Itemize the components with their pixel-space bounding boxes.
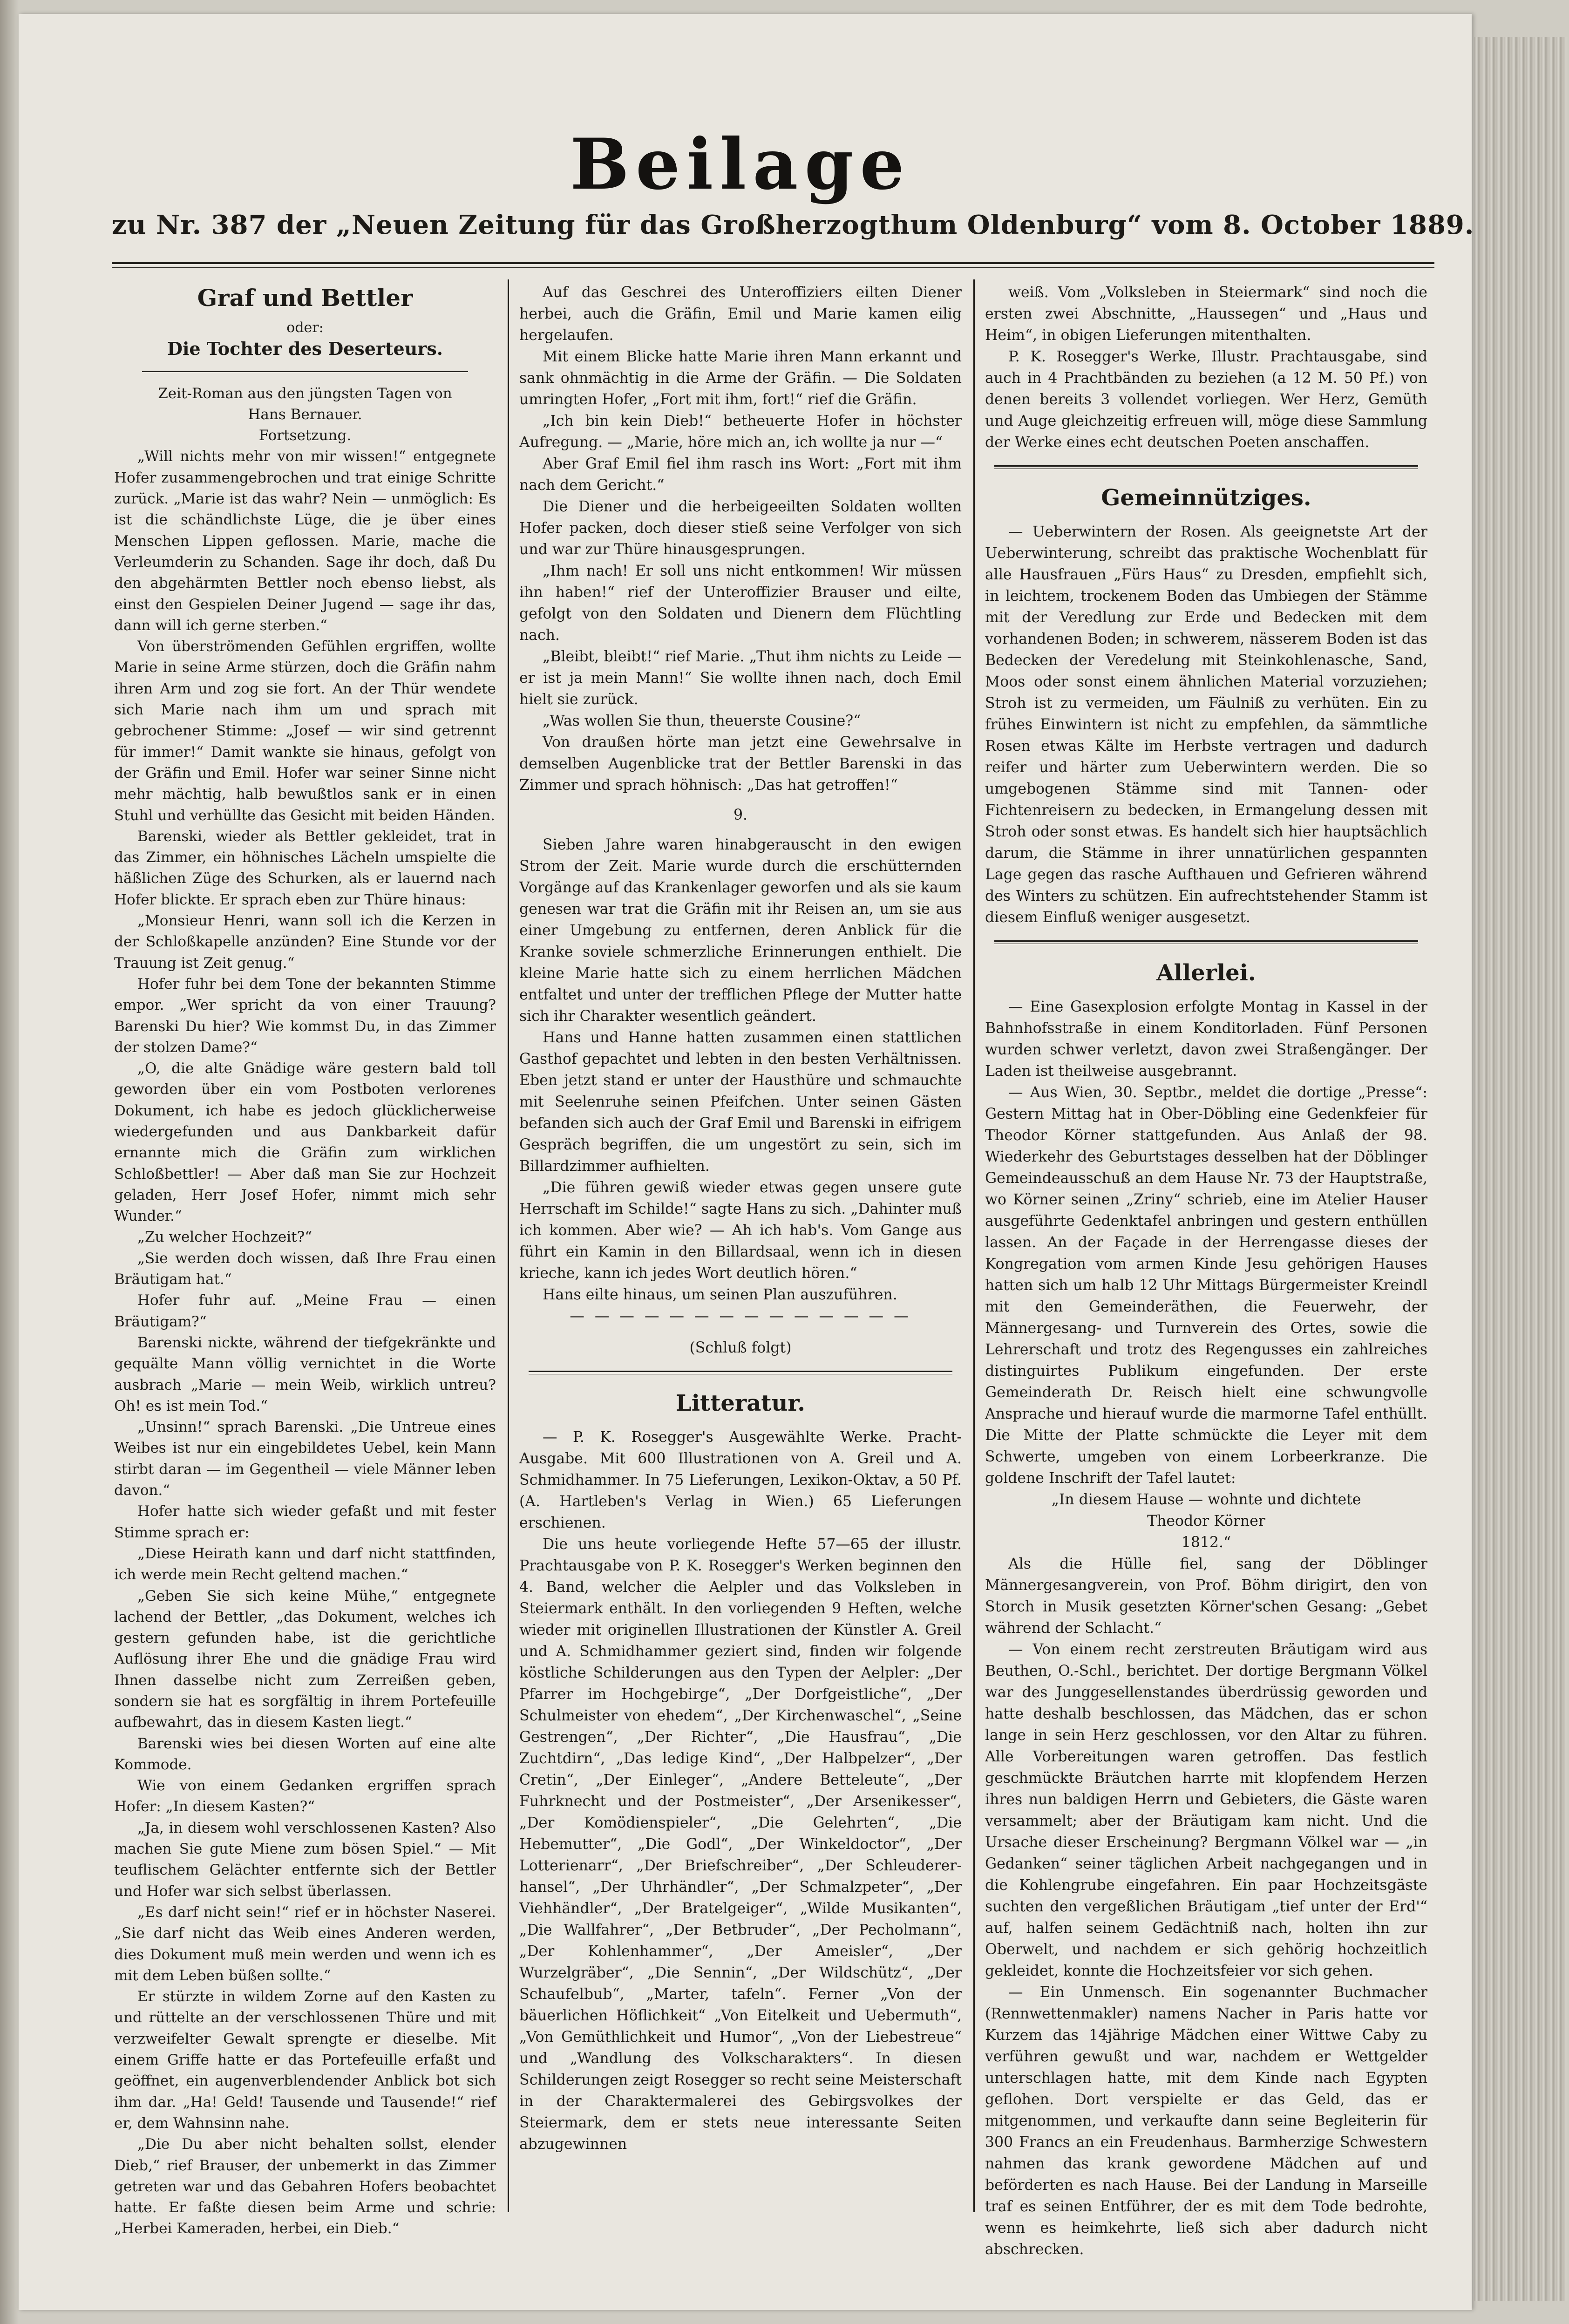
paragraph: 1812.“ [1181,1534,1231,1551]
book-page-edges [1474,37,1567,2301]
story-paragraphs-1 [114,446,496,2239]
paragraph: Als die Hülle fiel, sang der Döblinger Männergesangverein, von Prof. Böhm dirigirt, den von Storch in Musik gesetzten Körner'schen Gesang: „Gebet während der Schlacht.“ [985,1556,1427,1637]
section-divider [994,465,1418,469]
allerlei-paragraphs [985,996,1427,2260]
paragraph: Aber Graf Emil fiel ihm rasch ins Wort: „Fort mit ihm nach dem Gericht.“ [519,455,962,494]
story-paragraphs-2b [519,834,962,1305]
paragraph: Theodor Körner [1147,1513,1265,1529]
section-divider [529,1371,952,1374]
paragraph: „Die führen gewiß wieder etwas gegen unsere gute Herrschaft im Schilde!“ sagte Hans zu sich. „Dahinter muß ich kommen. Aber wie? — Ah ich hab's. Vom Gange aus führt ein Kamin in den Billardsaal, wenn ich in diesen krieche, kann ich jedes Wort deutlich hören.“ [519,1179,962,1282]
paragraph: — Ueberwintern der Rosen. Als geeignetste Art der Ueberwinterung, schreibt das praktische Wochenblatt für alle Hausfrauen „Fürs Haus“ zu Dresden, empfiehlt sich, in leichtem, trockenem Boden das Umbiegen der Stämme mit der Veredlung zur Erde und Bedecken mit dem vorhandenen Boden; in schwerem, nässerem Boden ist das Bedecken der Veredelung mit Steinkohlenasche, Sand, Moos oder sonst einem ähnlichen Material vorzuziehen; Stroh ist zu vermeiden, um Fäulniß zu verhüten. Ein zu frühes Einwintern ist nicht zu empfehlen, da sämmtliche Rosen etwas Kälte im Herbste vertragen und dadurch reifer und härter zum Ueberwintern werden. Die so umgebogenen Stämme sind mit Tannen- oder Fichtenreisern zu bedecken, in Ermangelung dessen mit Stroh oder sonst etwas. Es handelt sich hier hauptsächlich darum, die Stämme in ihrer unnatürlichen gespannten Lage gegen das rasche Aufthauen und Gefrieren während des Winters zu schützen. Ein aufrechtstehender Stamm ist diesem Einfluß weniger ausgesetzt. [985,523,1427,926]
column-divider-1 [508,279,509,2212]
paragraph: — Aus Wien, 30. Septbr., meldet die dortige „Presse“: Gestern Mittag hat in Ober-Döbling eine Gedenkfeier für Theodor Körner stattgefunden. Aus Anlaß der 98. Wiederkehr des Geburtstages desselben hat der Döblinger Gemeindeausschuß an dem Hause Nr. 73 der Hauptstraße, wo Körner seinen „Zriny“ schrieb, eine im Atelier Hauser ausgeführte Gedenktafel anbringen und gestern enthüllen lassen. An der Façade in der Herrengasse dieses der Kongregation vom armen Kinde Jesu gehörigen Hauses hatten sich um halb 12 Uhr Mittags Bürgermeister Kreindl mit den Gemeinderäthen, die Feuerwehr, der Männergesang- und Turnverein des Ortes, sowie die Lehrerschaft und trotz des Regengusses ein zahlreiches distinguirtes Publikum eingefunden. Der erste Gemeinderath Dr. Reisch hielt eine schwungvolle Ansprache und hierauf wurde die marmorne Tafel enthüllt. Die Mitte der Platte schmückte die Leyer mit dem Schwerte, umgeben von einem Lorbeerkranze. Die goldene Inschrift der Tafel lautet: [985,1084,1427,1487]
section-title-gemeinnuetziges: Gemeinnütziges. [1101,485,1311,511]
paragraph: Barenski nickte, während der tiefgekränkte und gequälte Mann völlig vernichtet in die Worte ausbrach „Marie — mein Weib, wirklich untreu? Oh! es ist mein Tod.“ [114,1334,496,1414]
header-rule-thick [112,262,1434,264]
paragraph: Auf das Geschrei des Unteroffiziers eilten Diener herbei, auch die Gräfin, Emil und Marie kamen eilig hergelaufen. [519,284,962,344]
book-binding [0,0,19,2324]
paragraph: „Diese Heirath kann und darf nicht stattfinden, ich werde mein Recht geltend machen.“ [114,1545,496,1583]
paragraph: „Es darf nicht sein!“ rief er in höchster Naserei. „Sie darf nicht das Weib eines Anderen werden, dies Dokument muß mein werden und wenn ich es mit dem Leben büßen sollte.“ [114,1903,496,1984]
paragraph: „Geben Sie sich keine Mühe,“ entgegnete lachend der Bettler, „das Dokument, welches ich gestern gefunden habe, ist die gerichtliche Auflösung ihrer Ehe und die gnädige Frau wird Ihnen dasselbe nicht zum Zerreißen geben, sondern sie hat es sorgfältig in ihrem Portefeuille aufbewahrt, das in diesem Kasten liegt.“ [114,1587,496,1731]
paragraph: „Monsieur Henri, wann soll ich die Kerzen in der Schloßkapelle anzünden? Eine Stunde vor der Trauung ist Zeit genug.“ [114,912,496,972]
story-subtitle: Die Tochter des Deserteurs. [167,338,443,360]
paragraph: Er stürzte in wildem Zorne auf den Kasten zu und rüttelte an der verschlossenen Thüre und mit verzweifelter Gewalt sprengte er dieselbe. Mit einem Griffe hatte er das Portefeuille erfaßt und geöffnet, ein augenverblendender Anblick bot sich ihm dar. „Ha! Geld! Tausende und Tausende!“ rief er, dem Wahnsinn nahe. [114,1988,496,2132]
paragraph: „Die Du aber nicht behalten sollst, elender Dieb,“ rief Brauser, der unbemerkt in das Zimmer getreten war und das Gebahren Hofers beobachtet hatte. Er faßte diesen beim Arme und schrie: „Herbei Kameraden, herbei, ein Dieb.“ [114,2136,496,2237]
paragraph: Mit einem Blicke hatte Marie ihren Mann erkannt und sank ohnmächtig in die Arme der Gräfin. — Die Soldaten umringten Hofer, „Fort mit ihm, fort!“ rief die Gräfin. [519,348,962,408]
paragraph: — Ein Unmensch. Ein sogenannter Buchmacher (Rennwettenmakler) namens Nacher in Paris hatte vor Kurzem das 14jährige Mädchen einer Wittwe Caby zu verführen gewußt und war, nachdem er Wettgelder unterschlagen hatte, mit dem Kinde nach Egypten geflohen. Dort verspielte er das Geld, das er mitgenommen, und verkaufte dann seine Begleiterin für 300 Francs an ein Freudenhaus. Barmherzige Schwestern nahmen das krank gewordene Mädchen auf und beförderten es nach Hause. Bei der Landung in Marseille traf es seinen Entführer, der es mit dem Tode bedrohte, wenn es heimkehrte, ließ sich aber dadurch nicht abschrecken. [985,1984,1427,2258]
chapter-number: 9. [733,807,748,823]
paragraph: „Was wollen Sie thun, theuerste Cousine?“ [543,713,861,729]
paragraph: — Von einem recht zerstreuten Bräutigam wird aus Beuthen, O.-Schl., berichtet. Der dortige Bergmann Völkel war des Junggesellenstandes überdrüssig geworden und hatte deshalb beschlossen, das Mädchen, das er schon lange in sein Herz geschlossen, vor den Altar zu führen. Alle Vorbereitungen waren getroffen. Das festlich geschmückte Bräutchen harrte mit klopfendem Herzen ihres nun baldigen Herrn und Gebieters, die Gäste waren versammelt; aber der Bräutigam kam nicht. Und die Ursache dieser Erscheinung? Bergmann Völkel war — „in Gedanken“ seiner täglichen Arbeit nachgegangen und in die Kohlengrube eingefahren. Ein paar Hochzeitsgäste suchten den vergeßlichen Bräutigam „tief unter der Erd'“ auf, halfen seinem Gedächtniß nach, holten ihn zur Oberwelt, und nachdem er sich gehörig hochzeitlich gekleidet, konnte die Hochzeitsfeier vor sich gehen. [985,1641,1427,1979]
to-be-continued-note: (Schluß folgt) [689,1339,792,1356]
paragraph: Hans eilte hinaus, um seinen Plan auszuführen. [543,1286,897,1303]
section-title-litteratur: Litteratur. [676,1390,805,1416]
paragraph: Von draußen hörte man jetzt eine Gewehrsalve in demselben Augenblicke trat der Bettler Barenski in das Zimmer und sprach höhnisch: „Das hat getroffen!“ [519,734,962,794]
section-title-allerlei: Allerlei. [1156,960,1256,986]
paragraph: „Ja, in diesem wohl verschlossenen Kasten? Also machen Sie gute Miene zum bösen Spiel.“ — Mit teuflischem Gelächter entfernte sich der Bettler und Hofer war sich selbst überlassen. [114,1819,496,1900]
paragraph: „Ich bin kein Dieb!“ betheuerte Hofer in höchster Aufregung. — „Marie, höre mich an, ich wollte ja nur —“ [519,413,962,451]
section-divider [994,940,1418,944]
title-divider [142,371,468,372]
paragraph: „Unsinn!“ sprach Barenski. „Die Untreue eines Weibes ist nur ein eingebildetes Uebel, kein Mann stirbt daran — im Gegentheil — viele Männer leben davon.“ [114,1419,496,1499]
paragraph: „Zu welcher Hochzeit?“ [137,1229,312,1246]
paragraph: „In diesem Hause — wohnte und dichtete [1051,1491,1361,1508]
paragraph: Wie von einem Gedanken ergriffen sprach Hofer: „In diesem Kasten?“ [114,1777,496,1815]
byline-continued: Fortsetzung. [258,427,352,444]
paragraph: Hofer fuhr auf. „Meine Frau — einen Bräutigam?“ [114,1292,496,1330]
story-title-oder: oder: [286,319,324,336]
gemeinnuetziges-paragraphs [985,521,1427,928]
paragraph: — P. K. Rosegger's Ausgewählte Werke. Pracht-Ausgabe. Mit 600 Illustrationen von A. Greil und A. Schmidhammer. In 75 Lieferungen, Lexikon-Oktav, a 50 Pf. (A. Hartleben's Verlag in Wien.) 65 Lieferungen erschienen. [519,1429,962,1531]
byline-1: Zeit-Roman aus den jüngsten Tagen von [158,385,452,402]
paragraph: Von überströmenden Gefühlen ergriffen, wollte Marie in seine Arme stürzen, doch die Gräfin nahm ihren Arm und zog sie fort. An der Thür wendete sich Marie nach ihm um und sprach mit gebrochener Stimme: „Josef — wir sind getrennt für immer!“ Damit wankte sie hinaus, gefolgt von der Gräfin und Emil. Hofer war seiner Sinne nicht mehr mächtig, halb bewußtlos sank er in einen Stuhl und verhüllte das Gesicht mit beiden Händen. [114,638,496,824]
paragraph: „Will nichts mehr von mir wissen!“ entgegnete Hofer zusammengebrochen und trat einige Schritte zurück. „Marie ist das wahr? Nein — unmöglich: Es ist die schändlichste Lüge, die je über eines Menschen Lippen geflossen. Marie, mache die Verleumderin zu Schanden. Sage ihr doch, daß Du den abgehärmten Bettler noch ebenso liebst, als einst den Gespielen Deiner Jugend — sage ihr das, dann will ich gerne sterben.“ [114,448,496,634]
paragraph: weiß. Vom „Volksleben in Steiermark“ sind noch die ersten zwei Abschnitte, „Haussegen“ und „Haus und Heim“, in obigen Lieferungen mitenthalten. [985,284,1427,344]
column-3 [985,282,1427,2260]
paragraph: P. K. Rosegger's Werke, Illustr. Prachtausgabe, sind auch in 4 Prachtbänden zu beziehen (a 12 M. 50 Pf.) von denen bereits 3 vollendet vorliegen. Wer Herz, Gemüth und Auge gleichzeitig erfreuen will, möge diese Sammlung der Werke eines echt deutschen Poeten anschaffen. [985,348,1427,451]
story-paragraphs-2a [519,282,962,796]
byline-author: Hans Bernauer. [248,406,362,423]
issue-subheading: zu Nr. 387 der „Neuen Zeitung für das Großherzogthum Oldenburg“ vom 8. October 1889. [112,210,1474,240]
header-rule-thin [112,267,1434,268]
column-1 [114,282,496,2240]
paragraph: „Sie werden doch wissen, daß Ihre Frau einen Bräutigam hat.“ [114,1250,496,1288]
paragraph: Hofer hatte sich wieder gefaßt und mit fester Stimme sprach er: [114,1503,496,1541]
column-2 [519,282,962,2155]
litteratur-paragraphs [519,1427,962,2155]
paragraph: „Bleibt, bleibt!“ rief Marie. „Thut ihm nichts zu Leide — er ist ja mein Mann!“ Sie wollte ihnen nach, doch Emil hielt sie zurück. [519,648,962,708]
masthead-title: Beilage [570,123,911,205]
paragraph: Die uns heute vorliegende Hefte 57—65 der illustr. Prachtausgabe von P. K. Rosegger's Werken beginnen den 4. Band, welcher die Aelpler und das Volksleben in Steiermark enthält. In den vorliegenden 9 Heften, welche wieder mit originellen Illustrationen der Künstler A. Greil und A. Schmidhammer geziert sind, finden wir folgende köstliche Schilderungen aus den Typen der Aelpler: „Der Pfarrer im Hochgebirge“, „Der Dorfgeistliche“, „Der Schulmeister von ehedem“, „Der Kirchenwaschel“, „Seine Gestrengen“, „Der Richter“, „Die Hausfrau“, „Die Zuchtdirn“, „Das ledige Kind“, „Der Halbpelzer“, „Der Cretin“, „Der Einleger“, „Andere Betteleute“, „Der Fuhrknecht und der Postmeister“, „Der Arsenikesser“, „Der Komödienspieler“, „Die Gelehrten“, „Die Hebemutter“, „Die Godl“, „Der Winkeldoctor“, „Der Lotterienarr“, „Der Briefschreiber“, „Der Schleudererhansel“, „Der Uhrhändler“, „Der Schmalzpeter“, „Der Viehhändler“, „Der Bratelgeiger“, „Wilde Musikanten“, „Die Wallfahrer“, „Der Betbruder“, „Der Pecholmann“, „Der Kohlenhammer“, „Der Ameisler“, „Der Wurzelgräber“, „Die Sennin“, „Der Wildschütz“, „Der Schaufelbub“, „Marter, tafeln“. Ferner „Von der bäuerlichen Höflichkeit“ „Von Eitelkeit und Uebermuth“, „Von Gemüthlichkeit und Humor“, „Von der Liebestreue“ und „Wandlung des Volkscharakters“. In diesen Schilderungen zeigt Rosegger so recht seine Meisterschaft in der Charaktermalerei des Gebirgsvolkes der Steiermark, dem er stets neue interessante Seiten abzugewinnen [519,1536,962,2153]
paragraph: Sieben Jahre waren hinabgerauscht in den ewigen Strom der Zeit. Marie wurde durch die erschütternden Vorgänge auf das Krankenlager geworfen und als sie kaum genesen war trat die Gräfin mit ihr Reisen an, um sie aus einer Umgebung zu entfernen, deren Anblick für die Kranke soviele schmerzliche Erinnerungen enthielt. Die kleine Marie hatte sich zu einem herrlichen Mädchen entfaltet und unter der trefflichen Pflege der Mutter hatte sich ihr Charakter wesentlich geändert. [519,836,962,1025]
paragraph: „O, die alte Gnädige wäre gestern bald toll geworden über ein vom Postboten verlorenes Dokument, ich habe es jedoch glücklicherweise wiedergefunden und aus Dankbarkeit dafür ernannte mich die Gräfin zum wirklichen Schloßbettler! — Aber daß man Sie zur Hochzeit geladen, Herr Josef Hofer, nimmt mich sehr Wunder.“ [114,1060,496,1225]
litteratur-paragraphs-continued [985,282,1427,453]
paragraph: Barenski wies bei diesen Worten auf eine alte Kommode. [114,1735,496,1773]
column-divider-2 [973,279,975,2212]
paragraph: Barenski, wieder als Bettler gekleidet, trat in das Zimmer, ein höhnisches Lächeln umspielte die häßlichen Züge des Schurken, als er lauernd nach Hofer blickte. Er sprach eben zur Thüre hinaus: [114,828,496,908]
paragraph: „Ihm nach! Er soll uns nicht entkommen! Wir müssen ihn haben!“ rief der Unteroffizier Brauser und eilte, gefolgt von den Soldaten und Dienern dem Flüchtling nach. [519,563,962,644]
paragraph: — Eine Gasexplosion erfolgte Montag in Kassel in der Bahnhofsstraße in einem Konditorladen. Fünf Personen wurden schwer verletzt, davon zwei Straßengänger. Der Laden ist theilweise ausgebrannt. [985,999,1427,1080]
story-title: Graf und Bettler [197,284,413,312]
paragraph: Die Diener und die herbeigeeilten Soldaten wollten Hofer packen, doch dieser stieß seine Verfolger von sich und war zur Thüre hinausgesprungen. [519,498,962,558]
story-end-dashes: — — — — — — — — — — — — — — [570,1308,911,1325]
paragraph: Hofer fuhr bei dem Tone der bekannten Stimme empor. „Wer spricht da von einer Trauung? Barenski Du hier? Wie kommst Du, in das Zimmer der stolzen Dame?“ [114,975,496,1056]
paragraph: Hans und Hanne hatten zusammen einen stattlichen Gasthof gepachtet und lebten in den besten Verhältnissen. Eben jetzt stand er unter der Hausthüre und schmauchte mit Seelenruhe seinen Pfeifchen. Unter seinen Gästen befanden sich auch der Graf Emil und Barenski in eifrigem Gespräch begriffen, die um ungestört zu sein, sich im Billardzimmer aufhielten. [519,1029,962,1175]
